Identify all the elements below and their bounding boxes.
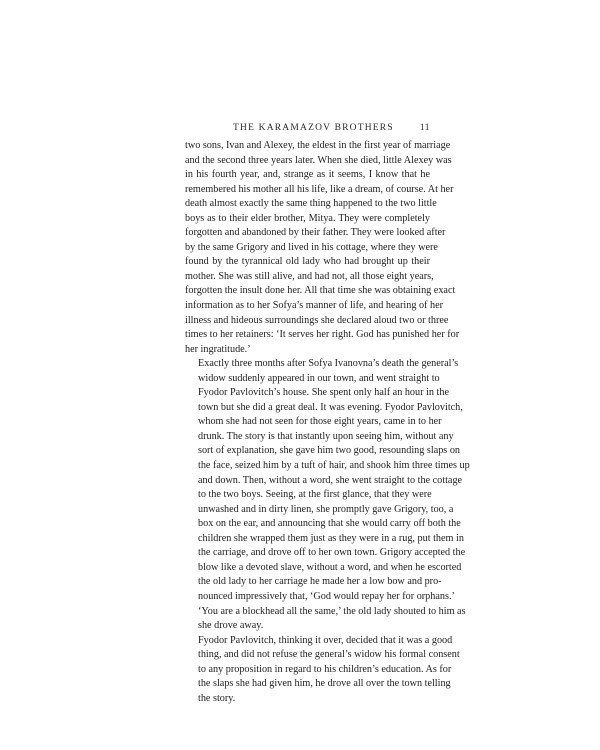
text-line: information as to her Sofya’s manner of life, and hearing of her	[185, 300, 443, 312]
paragraph	[185, 139, 460, 357]
text-line: thing, and did not refuse the general’s widow his formal consent	[198, 649, 460, 661]
text-line: forgotten and abandoned by their father. They were looked after	[185, 227, 446, 239]
text-line: to the two boys. Seeing, at the first glance, that they were	[198, 489, 432, 501]
text-line: ‘You are a blockhead all the same,’ the old lady shouted to him as	[198, 605, 466, 617]
text-line: unwashed and in dirty linen, she promptly gave Grigory, too, a	[198, 503, 454, 515]
text-line: found by the tyrannical old lady who had brought up their	[185, 256, 430, 268]
text-line: and down. Then, without a word, she went straight to the cottage	[198, 474, 463, 486]
text-line: nounced impressively that, ‘God would repay her for orphans.’	[198, 590, 455, 602]
text-line: to any proposition in regard to his children’s education. As for	[198, 663, 452, 675]
text-line: whom she had not seen for those eight years, came in to her	[198, 416, 442, 428]
text-line: the face, seized him by a tuft of hair, and shook him three times up	[198, 460, 470, 472]
text-line: boys as to their elder brother, Mitya. They were completely	[185, 212, 430, 224]
text-line: blow like a devoted slave, without a word, and when he escorted	[198, 561, 462, 573]
text-line: times to her retainers: ‘It serves her right. God has punished her for	[185, 329, 460, 341]
text-line: the story.	[198, 692, 236, 704]
text-line: the old lady to her carriage he made her a low bow and pro-	[198, 576, 442, 588]
body-text	[185, 139, 470, 706]
text-line: two sons, Ivan and Alexey, the eldest in the first year of marriage	[185, 140, 451, 151]
text-line: Fyodor Pavlovitch’s house. She spent only half an hour in the	[198, 387, 449, 399]
text-line: the carriage, and drove off to her own town. Grigory accepted the	[198, 547, 466, 559]
text-line: Exactly three months after Sofya Ivanovna’s death the general’s	[198, 358, 459, 370]
text-line: and the second three years later. When she died, little Alexey was	[185, 154, 452, 166]
text-line: sort of explanation, she gave him two good, resounding slaps on	[198, 445, 461, 457]
text-line: death almost exactly the same thing happened to the two little	[185, 198, 437, 210]
running-title: THE KARAMAZOV BROTHERS	[233, 123, 394, 133]
running-head	[185, 123, 430, 135]
page-number: 11	[419, 123, 430, 133]
text-line: mother. She was still alive, and had not, all those eight years,	[185, 270, 434, 282]
text-line: she drove away.	[198, 620, 264, 632]
text-line: widow suddenly appeared in our town, and went straight to	[198, 372, 440, 384]
text-line: remembered his mother all his life, like a dream, of course. At her	[185, 183, 454, 195]
text-line: children she wrapped them just as they were in a rug, put them in	[198, 532, 464, 544]
paragraph	[185, 357, 470, 633]
text-line: in his fourth year, and, strange as it seems, I know that he	[185, 169, 430, 181]
paragraph	[185, 634, 460, 707]
text-line: her ingratitude.’	[185, 343, 251, 355]
text-line: forgotten the insult done her. All that time she was obtaining exact	[185, 285, 456, 297]
text-line: illness and hideous surroundings she declared aloud two or three	[185, 314, 449, 326]
text-line: box on the ear, and announcing that she would carry off both the	[198, 518, 461, 530]
text-line: drunk. The story is that instantly upon seeing him, without any	[198, 430, 454, 442]
text-line: the slaps she had given him, he drove all over the town telling	[198, 678, 451, 690]
text-line: by the same Grigory and lived in his cottage, where they were	[185, 241, 438, 253]
text-line: Fyodor Pavlovitch, thinking it over, decided that it was a good	[198, 634, 453, 646]
text-line: town but she did a great deal. It was evening. Fyodor Pavlovitch,	[198, 401, 463, 413]
